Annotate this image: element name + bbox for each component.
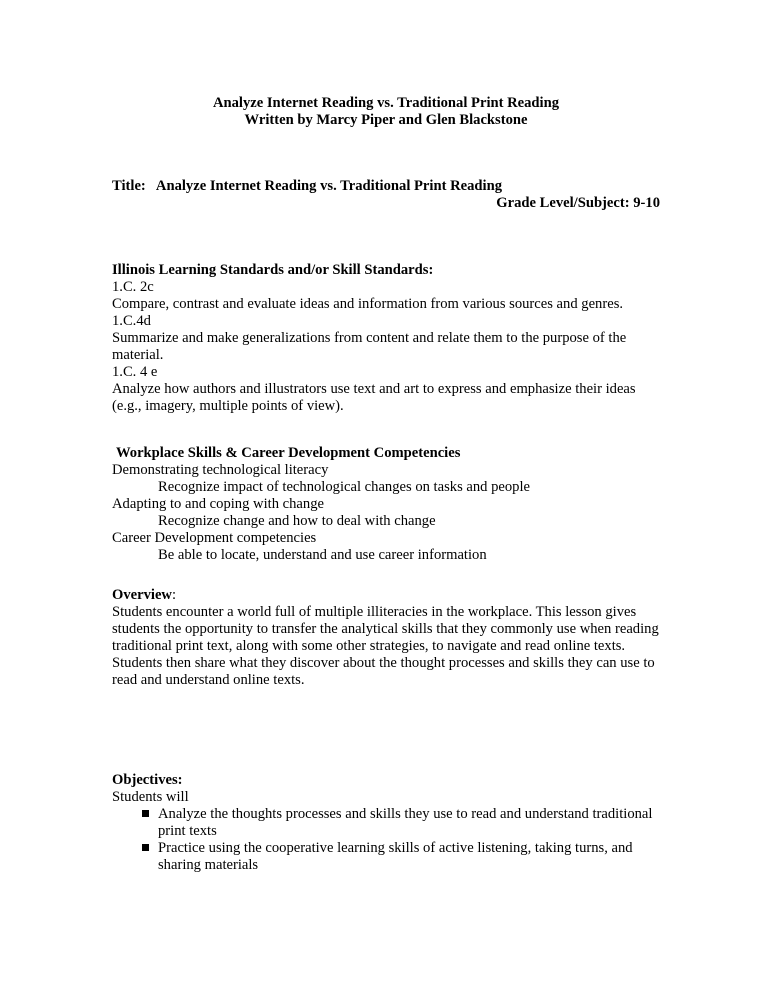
square-bullet-icon bbox=[142, 844, 149, 851]
workplace-group-sub: Recognize change and how to deal with change bbox=[158, 513, 436, 529]
overview-colon: : bbox=[171, 587, 177, 603]
standard-text: Compare, contrast and evaluate ideas and information from various sources and genres. bbox=[112, 296, 624, 312]
list-item bbox=[112, 806, 660, 840]
document-authors: Written by Marcy Piper and Glen Blackstone bbox=[244, 112, 528, 128]
objective-text: Practice using the cooperative learning skills of active listening, taking turns, and sharing materials bbox=[158, 840, 633, 873]
objectives-heading: Objectives: bbox=[112, 772, 183, 788]
workplace-heading: Workplace Skills & Career Development Competencies bbox=[116, 445, 461, 461]
standard-code: 1.C.4d bbox=[112, 313, 151, 329]
standard-text: Summarize and make generalizations from content and relate them to the purpose of the material. bbox=[112, 330, 627, 363]
workplace-group-title: Adapting to and coping with change bbox=[112, 496, 324, 512]
grade-level: Grade Level/Subject: 9-10 bbox=[496, 195, 660, 211]
standards-section bbox=[112, 262, 660, 415]
square-bullet-icon bbox=[142, 810, 149, 817]
workplace-group-title: Career Development competencies bbox=[112, 530, 317, 546]
objective-text: Analyze the thoughts processes and skills they use to read and understand traditional print texts bbox=[158, 806, 653, 839]
objectives-section bbox=[112, 772, 660, 874]
standard-code: 1.C. 4 e bbox=[112, 364, 158, 380]
workplace-group-sub: Be able to locate, understand and use career information bbox=[158, 547, 487, 563]
objectives-list bbox=[112, 806, 660, 874]
title-block bbox=[112, 178, 660, 212]
overview-heading: Overview bbox=[112, 587, 172, 603]
list-item bbox=[112, 840, 660, 874]
objectives-intro: Students will bbox=[112, 789, 189, 805]
workplace-group-title: Demonstrating technological literacy bbox=[112, 462, 329, 478]
standards-heading: Illinois Learning Standards and/or Skill Standards: bbox=[112, 262, 434, 278]
standard-code: 1.C. 2c bbox=[112, 279, 154, 295]
standard-text: Analyze how authors and illustrators use text and art to express and emphasize their ideas (e.g., imagery, multiple points of view). bbox=[112, 381, 636, 414]
overview-text: Students encounter a world full of multiple illiteracies in the workplace. This lesson gives students the opportunity to transfer the analytical skills that they commonly use when reading traditional print text, along with some other strategies, to navigate and read online texts. Students then share what they discover about the thought processes and skills they can use to read and understand online texts. bbox=[112, 604, 659, 688]
document-title: Analyze Internet Reading vs. Traditional Print Reading bbox=[212, 95, 560, 111]
overview-section bbox=[112, 587, 660, 689]
workplace-section bbox=[112, 445, 660, 564]
workplace-group-sub: Recognize impact of technological changes on tasks and people bbox=[158, 479, 531, 495]
lesson-title: Analyze Internet Reading vs. Traditional Print Reading bbox=[155, 178, 502, 194]
document-header bbox=[112, 95, 660, 129]
title-label: Title: bbox=[112, 178, 146, 194]
